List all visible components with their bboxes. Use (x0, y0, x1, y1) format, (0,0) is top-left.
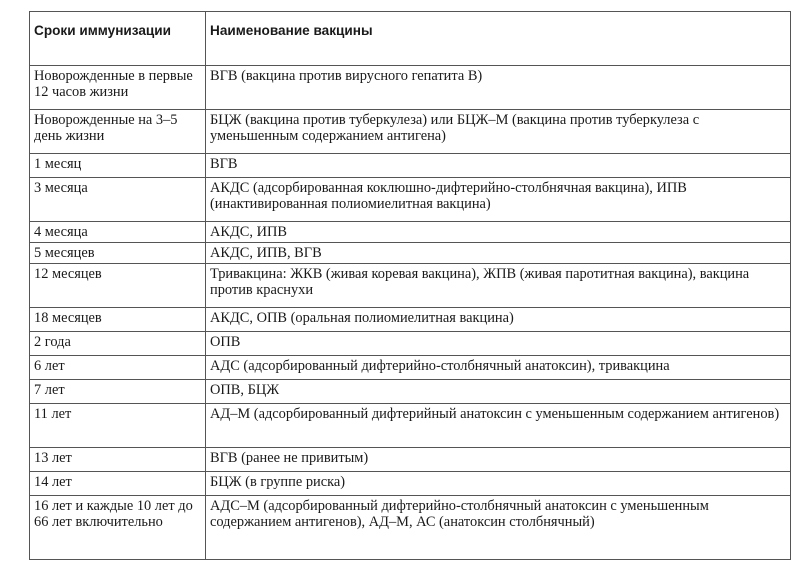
table-row (30, 448, 791, 472)
timing-cell: 14 лет (30, 472, 206, 496)
table-row (30, 178, 791, 222)
timing-cell: 12 месяцев (30, 264, 206, 308)
table-row (30, 308, 791, 332)
table-row (30, 380, 791, 404)
timing-cell: 18 месяцев (30, 308, 206, 332)
vaccine-cell: АКДС (адсорбированная коклюшно-дифтерийно-столбнячная вакцина), ИПВ (инактивированная полиомиелитная вакцина) (206, 178, 791, 222)
timing-cell: Новорожденные на 3–5 день жизни (30, 110, 206, 154)
immunization-schedule-table (29, 11, 791, 560)
table-row (30, 110, 791, 154)
header-timing: Сроки иммунизации (30, 12, 206, 66)
vaccine-cell: АДС–М (адсорбированный дифтерийно-столбнячный анатоксин с уменьшенным содержанием антигенов), АД–М, АС (анатоксин столбнячный) (206, 496, 791, 560)
table-header-row (30, 12, 791, 66)
timing-cell: 3 месяца (30, 178, 206, 222)
vaccine-cell: ОПВ (206, 332, 791, 356)
vaccine-cell: ВГВ (вакцина против вирусного гепатита В) (206, 66, 791, 110)
timing-cell: 11 лет (30, 404, 206, 448)
timing-cell: 6 лет (30, 356, 206, 380)
vaccine-cell: БЦЖ (вакцина против туберкулеза) или БЦЖ–М (вакцина против туберкулеза с уменьшенным содержанием антигена) (206, 110, 791, 154)
table-row (30, 496, 791, 560)
vaccine-cell: АД–М (адсорбированный дифтерийный анатоксин с уменьшенным содержанием антигенов) (206, 404, 791, 448)
header-vaccine: Наименование вакцины (206, 12, 791, 66)
vaccine-cell: АДС (адсорбированный дифтерийно-столбнячный анатоксин), тривакцина (206, 356, 791, 380)
table-row (30, 472, 791, 496)
table-row (30, 66, 791, 110)
timing-cell: 16 лет и каждые 10 лет до 66 лет включительно (30, 496, 206, 560)
vaccine-cell: Тривакцина: ЖКВ (живая коревая вакцина), ЖПВ (живая паротитная вакцина), вакцина против краснухи (206, 264, 791, 308)
table-row (30, 404, 791, 448)
table-row (30, 264, 791, 308)
table-row (30, 332, 791, 356)
table-row (30, 222, 791, 243)
vaccine-cell: АКДС, ИПВ (206, 222, 791, 243)
table-row (30, 154, 791, 178)
vaccine-cell: ВГВ (ранее не привитым) (206, 448, 791, 472)
vaccine-cell: АКДС, ОПВ (оральная полиомиелитная вакцина) (206, 308, 791, 332)
vaccine-cell: БЦЖ (в группе риска) (206, 472, 791, 496)
table-row (30, 356, 791, 380)
timing-cell: 5 месяцев (30, 243, 206, 264)
timing-cell: 13 лет (30, 448, 206, 472)
vaccine-cell: АКДС, ИПВ, ВГВ (206, 243, 791, 264)
vaccine-cell: ВГВ (206, 154, 791, 178)
timing-cell: 1 месяц (30, 154, 206, 178)
vaccine-cell: ОПВ, БЦЖ (206, 380, 791, 404)
timing-cell: Новорожденные в первые 12 часов жизни (30, 66, 206, 110)
timing-cell: 7 лет (30, 380, 206, 404)
timing-cell: 4 месяца (30, 222, 206, 243)
timing-cell: 2 года (30, 332, 206, 356)
table-row (30, 243, 791, 264)
